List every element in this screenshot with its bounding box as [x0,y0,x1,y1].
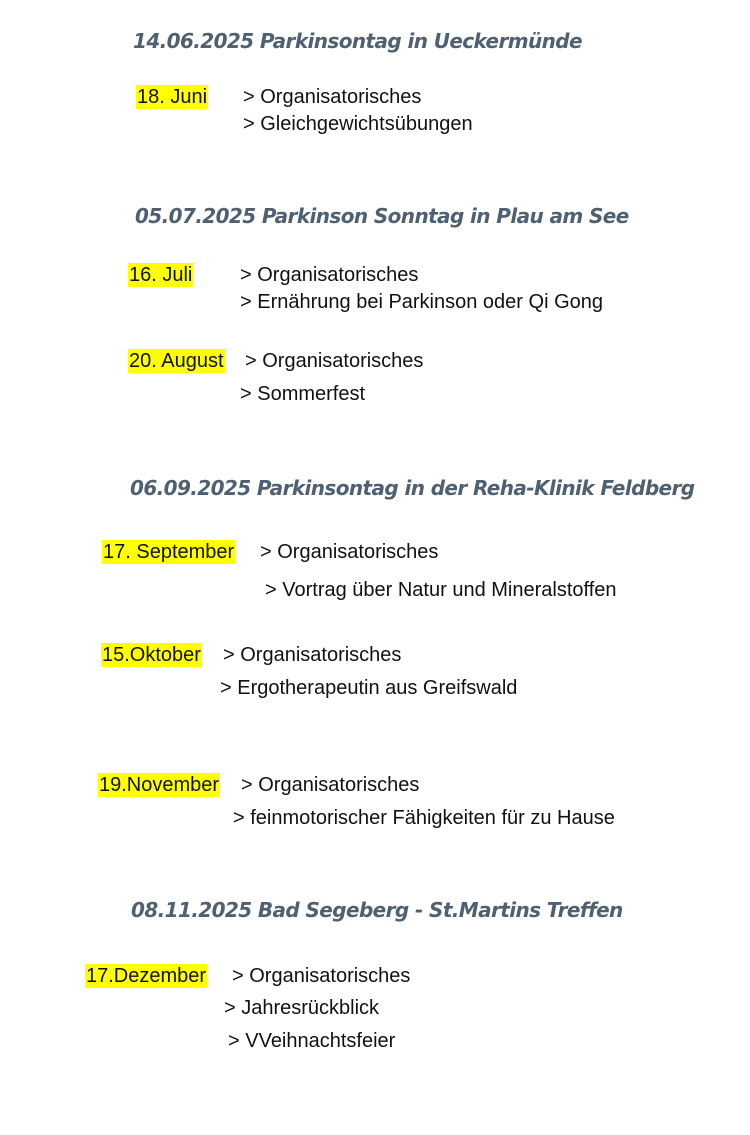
agenda-item: > Vortrag über Natur und Mineralstoffen [265,579,617,601]
date-highlight: 16. Juli [129,264,193,286]
agenda-item: > Ergotherapeutin aus Greifswald [220,677,518,699]
agenda-item: > Organisatorisches [245,350,424,372]
agenda-item: > Organisatorisches [223,644,402,666]
agenda-item: > Organisatorisches [232,965,411,987]
agenda-item: > Gleichgewichtsübungen [243,113,473,135]
date-highlight: 15.Oktober [102,644,201,666]
agenda-item: > Jahresrückblick [224,997,380,1019]
agenda-item: > Sommerfest [240,383,366,405]
date-highlight: 19.November [99,774,220,796]
agenda-item: > Ernährung bei Parkinson oder Qi Gong [240,291,603,313]
date-highlight: 17.Dezember [86,965,207,987]
agenda-item: > VVeihnachtsfeier [228,1030,396,1052]
agenda-item: > Organisatorisches [243,86,422,108]
agenda-item: > feinmotorischer Fähigkeiten für zu Hause [233,807,615,829]
date-highlight: 20. August [129,350,224,372]
section-heading: 08.11.2025 Bad Segeberg - St.Martins Treffen [131,898,623,922]
agenda-item: > Organisatorisches [260,541,439,563]
date-highlight: 17. September [103,541,235,563]
section-heading: 05.07.2025 Parkinson Sonntag in Plau am See [135,204,629,228]
date-highlight: 18. Juni [137,86,208,108]
section-heading: 06.09.2025 Parkinsontag in der Reha-Klinik Feldberg [130,476,695,500]
section-heading: 14.06.2025 Parkinsontag in Ueckermünde [133,29,582,53]
agenda-item: > Organisatorisches [240,264,419,286]
agenda-item: > Organisatorisches [241,774,420,796]
